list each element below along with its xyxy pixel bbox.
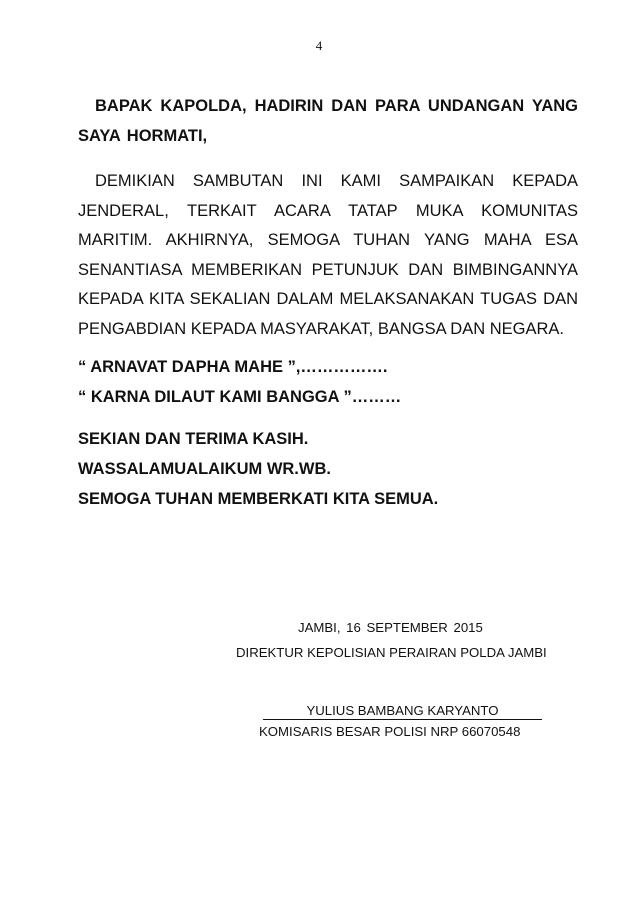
closing-thanks: SEKIAN DAN TERIMA KASIH. [78,430,309,448]
closing-salam: WASSALAMUALAIKUM WR.WB. [78,460,331,478]
page-number: 4 [315,38,323,53]
body-paragraph: DEMIKIAN SAMBUTAN INI KAMI SAMPAIKAN KEPADA JENDERAL, TERKAIT ACARA TATAP MUKA KOMUNITAS MARITIM. AKHIRNYA, SEMOGA TUHAN YANG MAHA ESA SENANTIASA MEMBERIKAN PETUNJUK DAN BIMBINGANNYA KEPADA KITA SEKALIAN DALAM MELAKSANAKAN TUGAS DAN PENGABDIAN KEPADA MASYARAKAT, BANGSA DAN NEGARA. [78,172,578,338]
speech-body [78,92,578,514]
motto-line-1: “ ARNAVAT DAPHA MAHE ”,……………. [78,358,388,376]
signature-rank-nrp: KOMISARIS BESAR POLISI NRP 66070548 [259,724,521,739]
signature-position: DIREKTUR KEPOLISIAN PERAIRAN POLDA JAMBI [236,645,547,660]
greeting: BAPAK KAPOLDA, HADIRIN DAN PARA UNDANGAN YANG SAYA HORMATI, [78,97,578,145]
signature-place-date: JAMBI, 16 SEPTEMBER 2015 [298,620,483,635]
motto-line-2: “ KARNA DILAUT KAMI BANGGA ”……… [78,388,402,406]
signature-name: YULIUS BAMBANG KARYANTO [263,703,542,720]
closing-blessing: SEMOGA TUHAN MEMBERKATI KITA SEMUA. [78,490,439,508]
